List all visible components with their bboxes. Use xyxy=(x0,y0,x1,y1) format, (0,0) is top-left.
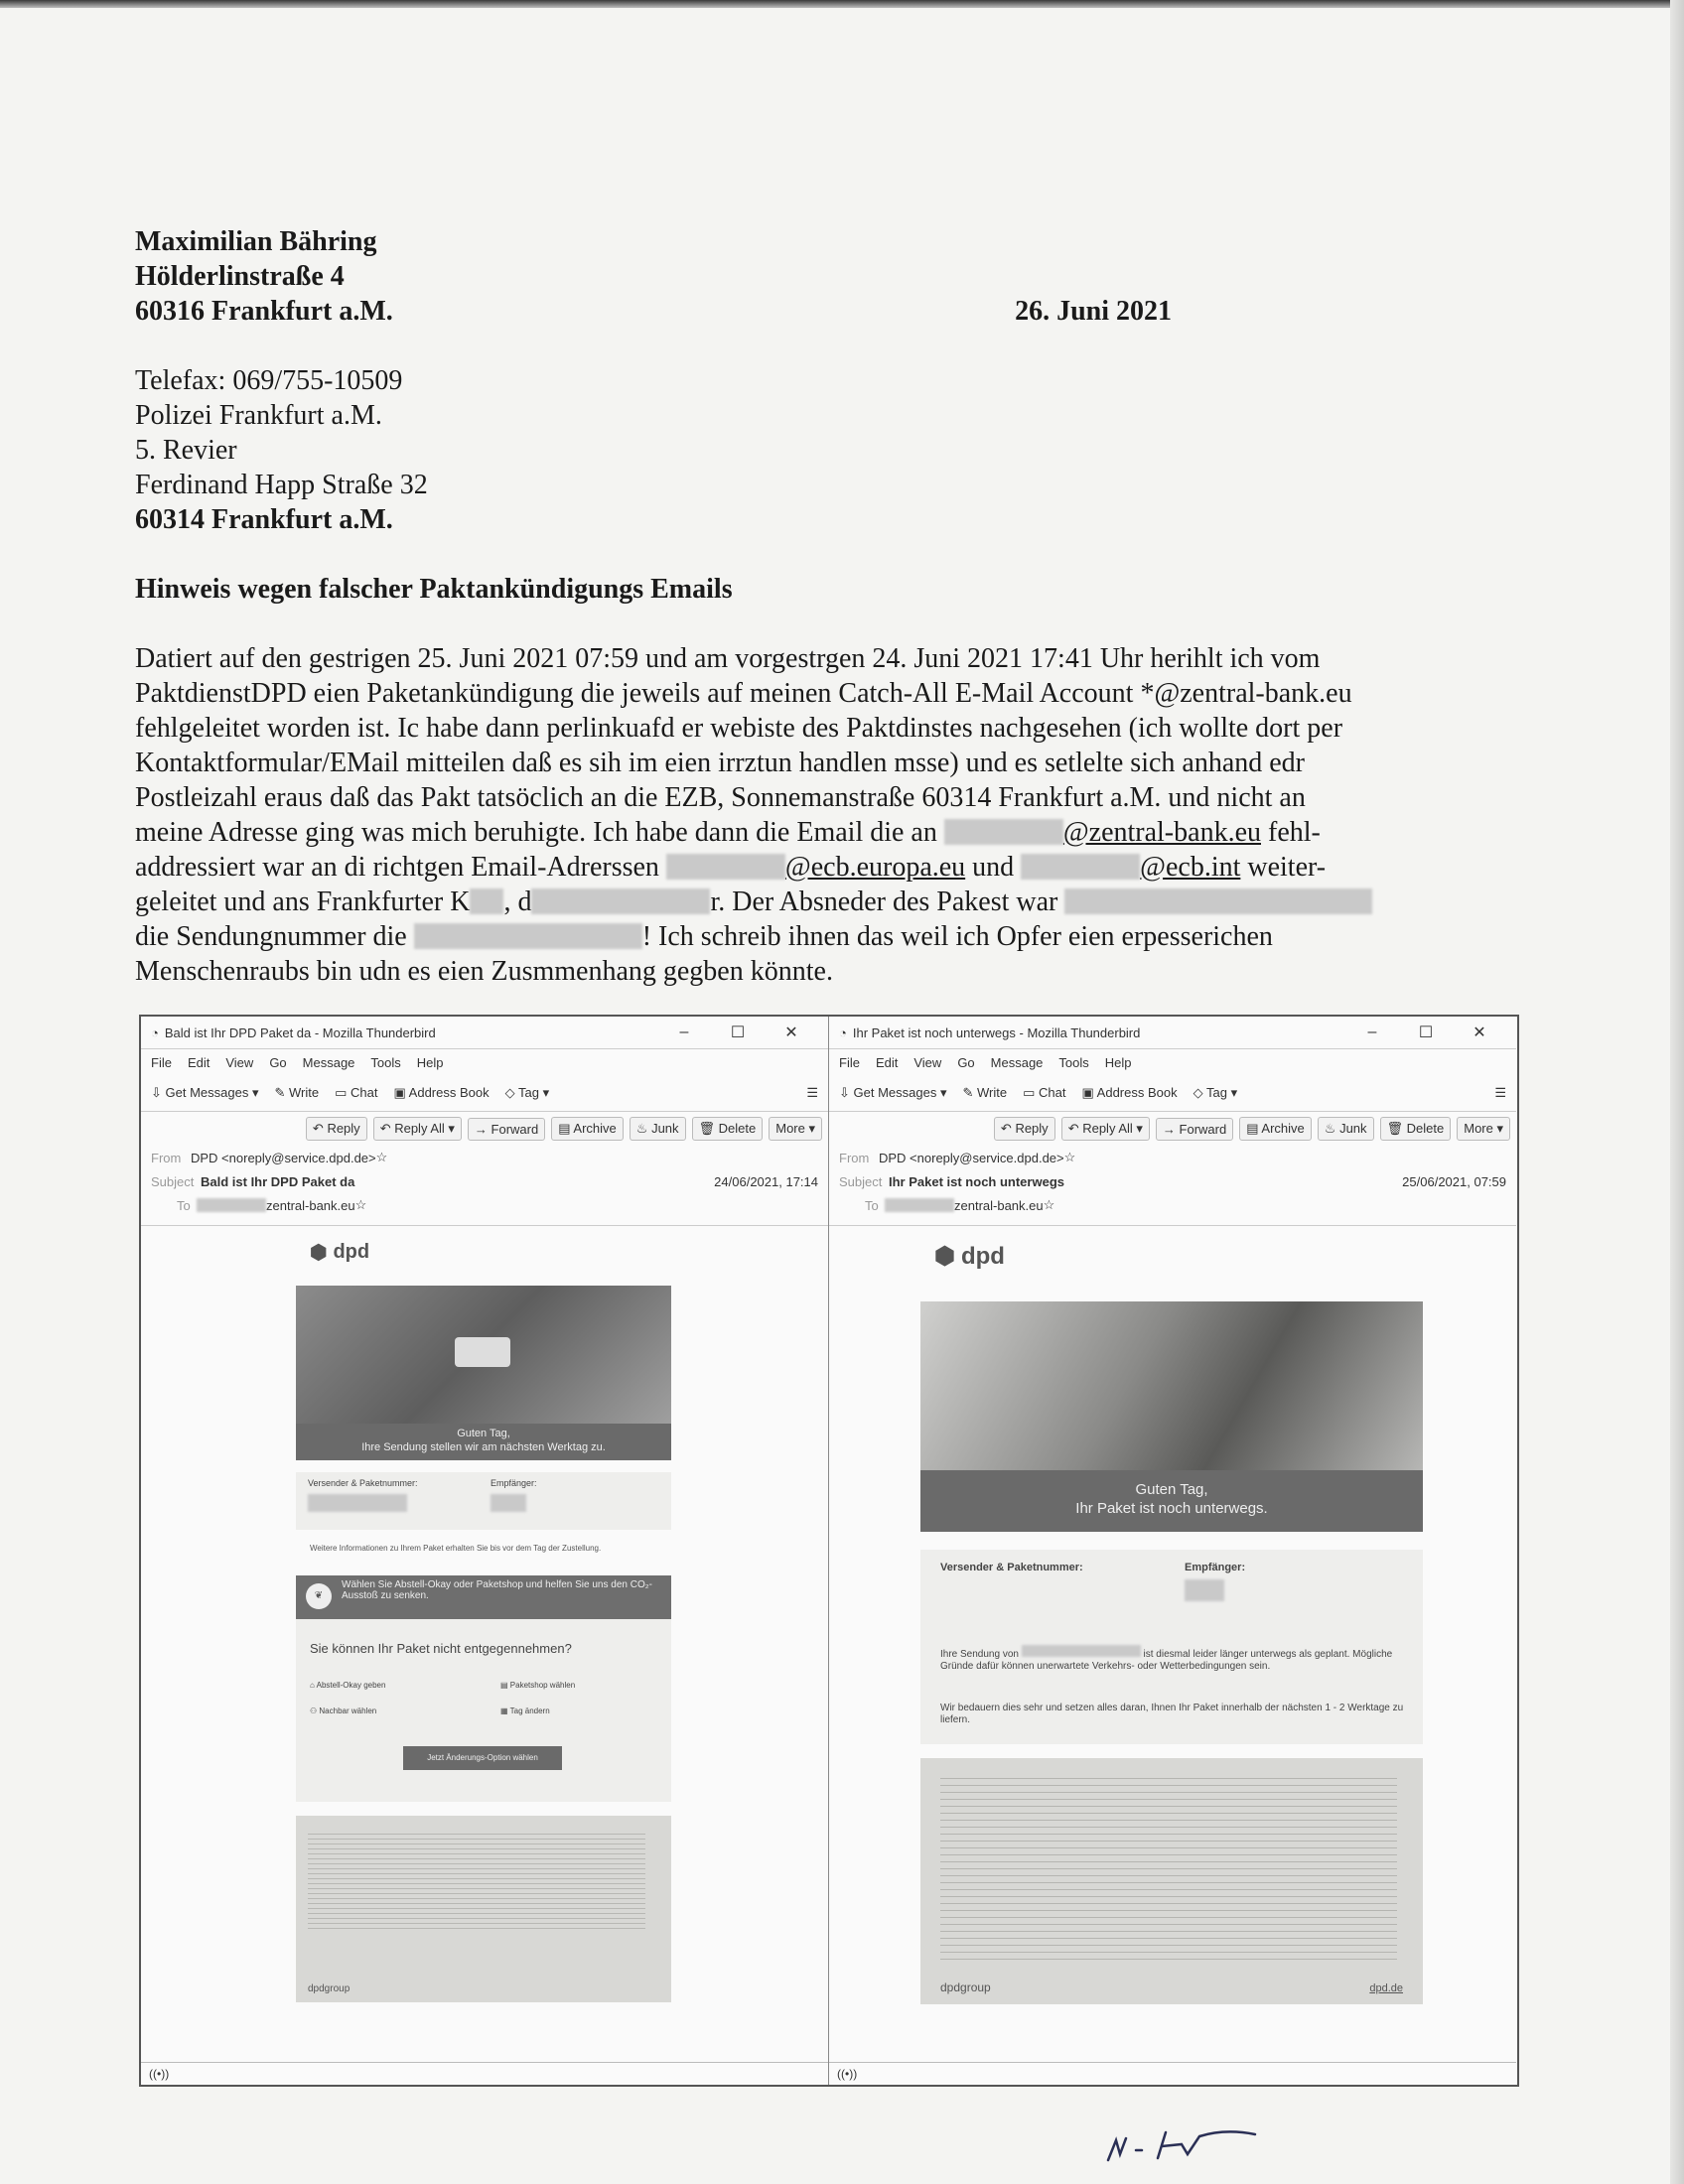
body-line: Kontaktformular/EMail mitteilen daß es sih im eien irrztun handlen msse) und es setlelte sich anhand edr xyxy=(135,748,1306,778)
recipient-org: Polizei Frankfurt a.M. xyxy=(135,400,382,431)
menu-go[interactable]: Go xyxy=(269,1054,287,1070)
dpd-logo: ⬢ dpd xyxy=(934,1242,1005,1270)
menu-help[interactable]: Help xyxy=(416,1054,444,1070)
email-link: @ecb.europa.eu xyxy=(784,852,966,883)
minimize-icon[interactable]: – xyxy=(679,1024,689,1040)
chat-button[interactable]: ▭ Chat xyxy=(335,1085,378,1100)
thunderbird-icon: ◔ xyxy=(839,1024,847,1040)
delay-text: Ihre Sendung von ist diesmal leider länger unterwegs als geplant. Mögliche Gründe dafür können unerwartete Verkehrs- oder Wetterbedingungen sein. xyxy=(940,1645,1407,1673)
to-row xyxy=(141,1193,828,1217)
apology-text: Wir bedauern dies sehr und setzen alles daran, Ihnen Ihr Paket innerhalb der nächsten 1 - 2 Werktage zu liefern. xyxy=(940,1703,1404,1725)
option-abstell[interactable]: ⌂ Abstell-Okay geben xyxy=(310,1681,386,1690)
to-value[interactable]: zentral-bank.eu xyxy=(266,1197,355,1213)
body-line: die Sendungnummer die ! Ich schreib ihnen das weil ich Opfer eien erpesserichen xyxy=(135,921,1273,952)
body-line: Datiert auf den gestrigen 25. Juni 2021 07:59 und am vorgestrgen 24. Juni 2021 17:41 Uhr herihlt ich vom xyxy=(135,643,1321,674)
maximize-icon[interactable]: ☐ xyxy=(730,1024,746,1041)
menu-view[interactable]: View xyxy=(913,1054,942,1070)
forward-button[interactable]: → Forward xyxy=(468,1118,545,1141)
cta-button[interactable]: Jetzt Änderungs-Option wählen xyxy=(403,1746,562,1770)
toolbar xyxy=(829,1075,1516,1112)
close-icon[interactable]: ✕ xyxy=(1473,1024,1486,1041)
menu-edit[interactable]: Edit xyxy=(187,1054,210,1070)
redaction xyxy=(944,819,1063,845)
menu-file[interactable]: File xyxy=(839,1054,860,1070)
options-panel xyxy=(296,1619,671,1802)
screenshots-frame xyxy=(139,1015,1519,2087)
write-button[interactable]: ✎ Write xyxy=(962,1085,1008,1100)
tag-button[interactable]: ◇ Tag ▾ xyxy=(504,1085,550,1100)
letter-body xyxy=(135,641,1525,989)
col-sender-label: Versender & Paketnummer: xyxy=(940,1562,1083,1573)
from-row xyxy=(829,1146,1516,1169)
star-icon[interactable]: ☆ xyxy=(1063,1150,1076,1164)
redaction xyxy=(531,888,710,914)
email-footer xyxy=(296,1816,671,2002)
redaction xyxy=(1022,1645,1141,1657)
recipient-city: 60314 Frankfurt a.M. xyxy=(135,504,393,535)
more-button[interactable]: More ▾ xyxy=(1457,1117,1510,1141)
message-actions xyxy=(141,1112,828,1146)
body-line: geleitet und ans Frankfurter K , d r. Der Absneder des Pakest war xyxy=(135,885,1525,919)
subject-row xyxy=(829,1169,1516,1193)
body-line: fehlgeleitet worden ist. Ic habe dann perlinkuafd er webiste des Paktdinstes nachgesehen (ich wollte dort per xyxy=(135,713,1343,744)
col-recipient-label: Empfänger: xyxy=(1185,1562,1246,1573)
to-value[interactable]: zentral-bank.eu xyxy=(954,1197,1044,1213)
reply-button[interactable]: ↶ Reply xyxy=(306,1117,367,1141)
junk-button[interactable]: ♨ Junk xyxy=(630,1117,686,1141)
body-line: PaktdienstDPD eien Paketankündigung die jeweils auf meinen Catch-All E-Mail Account *@zentral-bank.eu xyxy=(135,678,1352,709)
star-icon[interactable]: ☆ xyxy=(354,1197,367,1212)
menu-tools[interactable]: Tools xyxy=(1058,1054,1089,1070)
menu-file[interactable]: File xyxy=(151,1054,172,1070)
footer-brand: dpdgroup xyxy=(308,1983,351,1994)
subject-value: Bald ist Ihr DPD Paket da xyxy=(201,1173,355,1189)
recipient-street: Ferdinand Happ Straße 32 xyxy=(135,470,428,500)
footer-link[interactable]: dpd.de xyxy=(1369,1982,1403,1994)
hero-image xyxy=(296,1286,671,1460)
forward-button[interactable]: → Forward xyxy=(1156,1118,1233,1141)
sender-city: 60316 Frankfurt a.M. xyxy=(135,296,393,327)
redaction xyxy=(1064,888,1372,914)
menu-message[interactable]: Message xyxy=(302,1054,355,1070)
subject-row xyxy=(141,1169,828,1193)
tag-button[interactable]: ◇ Tag ▾ xyxy=(1193,1085,1238,1100)
package-icon: ⬢ xyxy=(310,1242,328,1264)
recipient-fax: Telefax: 069/755-10509 xyxy=(135,365,403,396)
body-line: Menschenraubs bin udn es eien Zusmmenhang gegben könnte. xyxy=(135,956,833,987)
archive-button[interactable]: ▤ Archive xyxy=(551,1117,624,1141)
hamburger-menu-icon[interactable]: ☰ xyxy=(1494,1085,1506,1100)
subject-label: Subject xyxy=(151,1173,195,1189)
scan-edge xyxy=(0,0,1684,8)
status-bar xyxy=(829,2062,1516,2085)
reply-button[interactable]: ↶ Reply xyxy=(994,1117,1055,1141)
junk-button[interactable]: ♨ Junk xyxy=(1318,1117,1374,1141)
from-label: From xyxy=(151,1150,182,1165)
to-row xyxy=(829,1193,1516,1217)
promo-banner: ❦ Wählen Sie Abstell-Okay oder Paketshop und helfen Sie uns den CO₂-Ausstoß zu senken. xyxy=(296,1575,671,1619)
subject-value: Ihr Paket ist noch unterwegs xyxy=(889,1173,1064,1189)
window-title: Bald ist Ihr DPD Paket da - Mozilla Thunderbird xyxy=(164,1024,436,1040)
from-value[interactable]: DPD <noreply@service.dpd.de> xyxy=(191,1150,376,1165)
delete-button[interactable]: 🗑 Delete xyxy=(692,1117,764,1141)
email-link: @ecb.int xyxy=(1140,852,1241,883)
redaction xyxy=(666,854,785,880)
message-body xyxy=(141,1225,828,2063)
toolbar xyxy=(141,1075,828,1112)
date-value: 25/06/2021, 07:59 xyxy=(1402,1173,1506,1189)
body-line: Postleizahl eraus daß das Pakt tatsöclich an die EZB, Sonnemanstraße 60314 Frankfurt a.M. und nicht an xyxy=(135,782,1306,813)
thunderbird-window-right xyxy=(829,1017,1516,2085)
option-nachbar[interactable]: ⚇ Nachbar wählen xyxy=(310,1706,377,1715)
menu-bar xyxy=(141,1049,828,1075)
message-actions xyxy=(829,1112,1516,1146)
menu-go[interactable]: Go xyxy=(957,1054,975,1070)
van-image xyxy=(455,1337,510,1367)
from-value[interactable]: DPD <noreply@service.dpd.de> xyxy=(879,1150,1064,1165)
redaction xyxy=(885,1198,954,1212)
footer-fine-print xyxy=(940,1772,1397,1961)
address-book-button[interactable]: ▣ Address Book xyxy=(1081,1085,1178,1100)
to-label: To xyxy=(865,1197,879,1213)
leaf-icon: ❦ xyxy=(306,1583,332,1609)
hero-caption: Guten Tag, Ihre Sendung stellen wir am nächsten Werktag zu. xyxy=(296,1424,671,1460)
option-paketshop[interactable]: ▤ Paketshop wählen xyxy=(500,1681,576,1690)
hero-image xyxy=(920,1301,1423,1532)
from-label: From xyxy=(839,1150,870,1165)
email-footer xyxy=(920,1758,1423,2004)
redaction xyxy=(414,923,642,949)
sender-street: Hölderlinstraße 4 xyxy=(135,261,345,292)
redaction xyxy=(1021,854,1140,880)
parcel-info-panel xyxy=(296,1472,671,1530)
scan-edge-right xyxy=(1670,0,1684,2184)
parcel-info-panel xyxy=(920,1550,1423,1744)
info-text: Weitere Informationen zu Ihrem Paket erhalten Sie bis vor dem Tag der Zustellung. xyxy=(310,1544,602,1553)
online-status-icon: ((•)) xyxy=(149,2067,170,2081)
footer-fine-print xyxy=(308,1830,645,1929)
option-tag[interactable]: ▦ Tag ändern xyxy=(500,1706,550,1715)
sender-name: Maximilian Bähring xyxy=(135,226,377,257)
letter xyxy=(135,224,1525,989)
more-button[interactable]: More ▾ xyxy=(769,1117,822,1141)
dpd-logo: ⬢ dpd xyxy=(310,1241,370,1264)
col-recipient-label: Empfänger: xyxy=(491,1478,537,1488)
package-icon: ⬢ xyxy=(934,1243,955,1270)
email-link: @zentral-bank.eu xyxy=(1062,817,1261,848)
star-icon[interactable]: ☆ xyxy=(1043,1197,1055,1212)
menu-view[interactable]: View xyxy=(225,1054,254,1070)
handwritten-signature xyxy=(1096,2111,1315,2170)
redaction xyxy=(491,1494,526,1512)
menu-edit[interactable]: Edit xyxy=(875,1054,899,1070)
reply-all-button[interactable]: ↶ Reply All ▾ xyxy=(1061,1117,1150,1141)
body-line: meine Adresse ging was mich beruhigte. Ich habe dann die Email die an @zentral-bank.eu fehl- xyxy=(135,817,1321,848)
status-bar xyxy=(141,2062,828,2085)
redaction xyxy=(1185,1579,1224,1601)
body-line: addressiert war an di richtgen Email-Adrerssen @ecb.europa.eu und @ecb.int weiter- xyxy=(135,852,1327,883)
letter-subject: Hinweis wegen falscher Paktankündigungs Emails xyxy=(135,574,733,605)
thunderbird-icon: ◔ xyxy=(151,1024,159,1040)
footer-brand: dpdgroup xyxy=(940,1980,991,1994)
hero-caption: Guten Tag, Ihr Paket ist noch unterwegs. xyxy=(920,1470,1423,1532)
redaction xyxy=(308,1494,407,1512)
thunderbird-window-left xyxy=(141,1017,829,2085)
reply-all-button[interactable]: ↶ Reply All ▾ xyxy=(373,1117,462,1141)
from-row xyxy=(141,1146,828,1169)
minimize-icon[interactable]: – xyxy=(1367,1024,1377,1040)
write-button[interactable]: ✎ Write xyxy=(274,1085,320,1100)
get-messages-button[interactable]: ⇩ Get Messages ▾ xyxy=(839,1085,947,1100)
menu-tools[interactable]: Tools xyxy=(370,1054,401,1070)
close-icon[interactable]: ✕ xyxy=(784,1024,798,1041)
star-icon[interactable]: ☆ xyxy=(375,1150,388,1164)
letter-date: 26. Juni 2021 xyxy=(1015,296,1172,327)
subject-label: Subject xyxy=(839,1173,883,1189)
options-question: Sie können Ihr Paket nicht entgegennehmen? xyxy=(310,1641,572,1656)
hamburger-menu-icon[interactable]: ☰ xyxy=(806,1085,818,1100)
delete-button[interactable]: 🗑 Delete xyxy=(1380,1117,1452,1141)
address-book-button[interactable]: ▣ Address Book xyxy=(393,1085,490,1100)
menu-bar xyxy=(829,1049,1516,1075)
online-status-icon: ((•)) xyxy=(837,2067,858,2081)
date-value: 24/06/2021, 17:14 xyxy=(714,1173,818,1189)
redaction xyxy=(470,888,503,914)
menu-message[interactable]: Message xyxy=(990,1054,1044,1070)
window-title: Ihr Paket ist noch unterwegs - Mozilla Thunderbird xyxy=(852,1024,1141,1040)
message-body xyxy=(829,1225,1516,2063)
get-messages-button[interactable]: ⇩ Get Messages ▾ xyxy=(151,1085,259,1100)
menu-help[interactable]: Help xyxy=(1104,1054,1132,1070)
col-sender-label: Versender & Paketnummer: xyxy=(308,1478,418,1488)
to-label: To xyxy=(177,1197,191,1213)
chat-button[interactable]: ▭ Chat xyxy=(1023,1085,1066,1100)
title-bar xyxy=(141,1017,828,1049)
redaction xyxy=(197,1198,266,1212)
archive-button[interactable]: ▤ Archive xyxy=(1239,1117,1312,1141)
title-bar xyxy=(829,1017,1516,1049)
recipient-dept: 5. Revier xyxy=(135,435,237,466)
maximize-icon[interactable]: ☐ xyxy=(1418,1024,1434,1041)
